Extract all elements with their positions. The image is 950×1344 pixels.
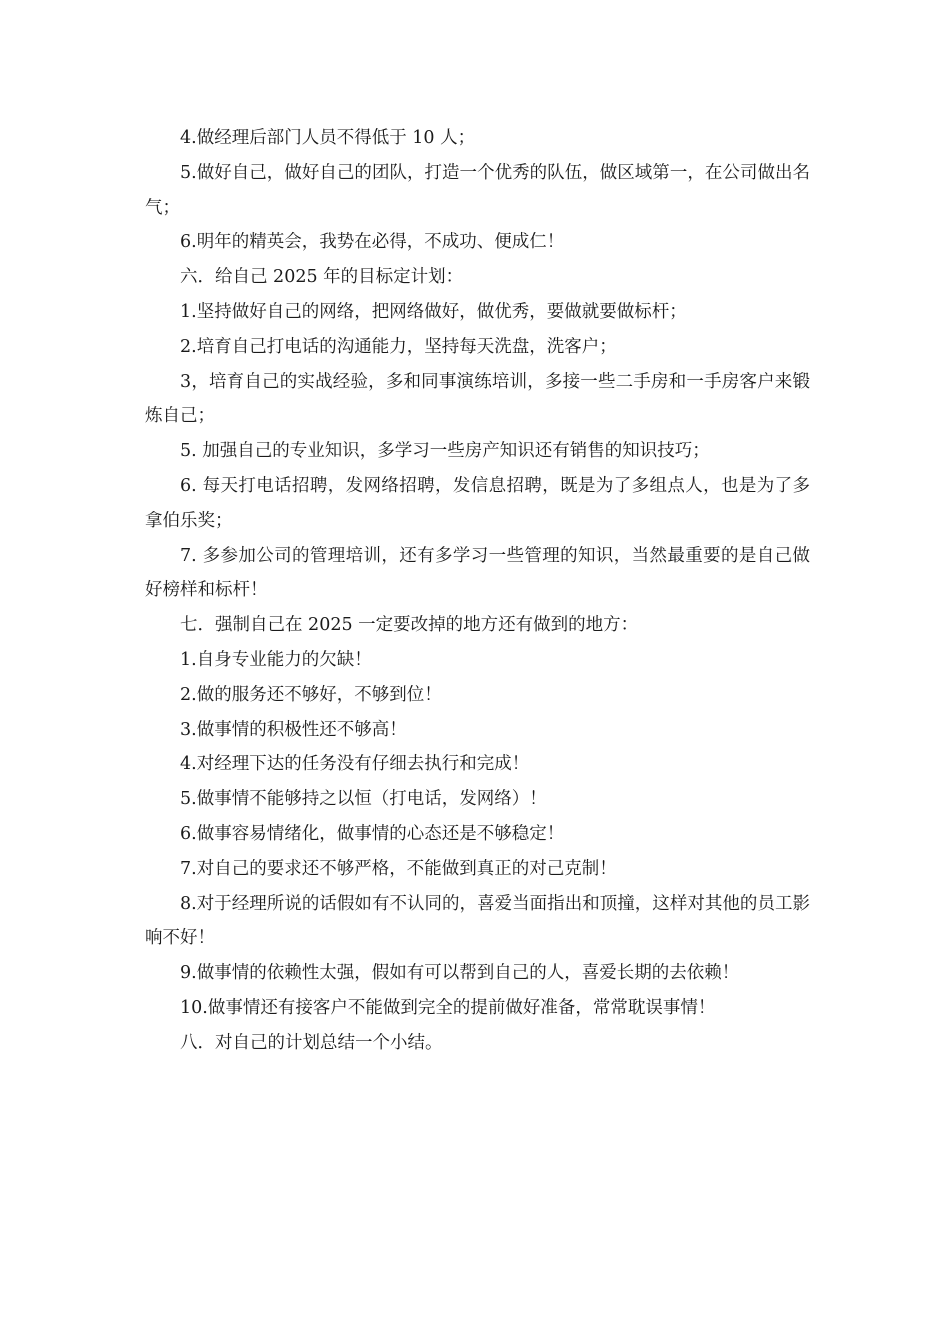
- paragraph: 3.做事情的积极性还不够高！: [180, 719, 407, 740]
- paragraph: 2.培育自己打电话的沟通能力，坚持每天洗盘，洗客户；: [180, 336, 617, 357]
- section-heading: 六．给自己 2025 年的目标定计划：: [180, 267, 464, 288]
- paragraph: 6.做事容易情绪化，做事情的心态还是不够稳定！: [180, 823, 565, 844]
- paragraph: 7.对自己的要求还不够严格，不能做到真正的对己克制！: [180, 858, 617, 879]
- paragraph: 10.做事情还有接客户不能做到完全的提前做好准备，常常耽误事情！: [180, 997, 716, 1018]
- paragraph: 5. 加强自己的专业知识，多学习一些房产知识还有销售的知识技巧；: [180, 441, 710, 462]
- paragraph: 9.做事情的依赖性太强，假如有可以帮到自己的人，喜爱长期的去依赖！: [180, 963, 740, 984]
- paragraph: 5.做好自己，做好自己的团队，打造一个优秀的队伍，做区域第一，在公司做出名气；: [145, 162, 810, 218]
- paragraph: 4.做经理后部门人员不得低于 10 人；: [180, 128, 476, 148]
- paragraph: 6.明年的精英会，我势在必得，不成功、便成仁！: [180, 232, 565, 253]
- paragraph: 1.自身专业能力的欠缺！: [180, 649, 372, 670]
- paragraph: 4.对经理下达的任务没有仔细去执行和完成！: [180, 754, 530, 775]
- document-body: [145, 121, 810, 1061]
- paragraph: 1.坚持做好自己的网络，把网络做好，做优秀，要做就要做标杆；: [180, 301, 687, 322]
- paragraph: 8.对于经理所说的话假如有不认同的，喜爱当面指出和顶撞，这样对其他的员工影响不好！: [145, 893, 810, 949]
- paragraph: 6. 每天打电话招聘，发网络招聘，发信息招聘，既是为了多组点人，也是为了多拿伯乐奖；: [145, 475, 810, 531]
- section-heading: 八．对自己的计划总结一个小结。: [180, 1032, 443, 1053]
- paragraph: 3，培育自己的实战经验，多和同事演练培训，多接一些二手房和一手房客户来锻炼自己；: [145, 371, 810, 427]
- section-heading: 七．强制自己在 2025 一定要改掉的地方还有做到的地方：: [180, 615, 639, 636]
- paragraph: 7. 多参加公司的管理培训，还有多学习一些管理的知识，当然最重要的是自己做好榜样和标杆！: [145, 545, 810, 601]
- paragraph: 2.做的服务还不够好，不够到位！: [180, 684, 442, 705]
- paragraph: 5.做事情不能够持之以恒（打电话，发网络）！: [180, 789, 547, 810]
